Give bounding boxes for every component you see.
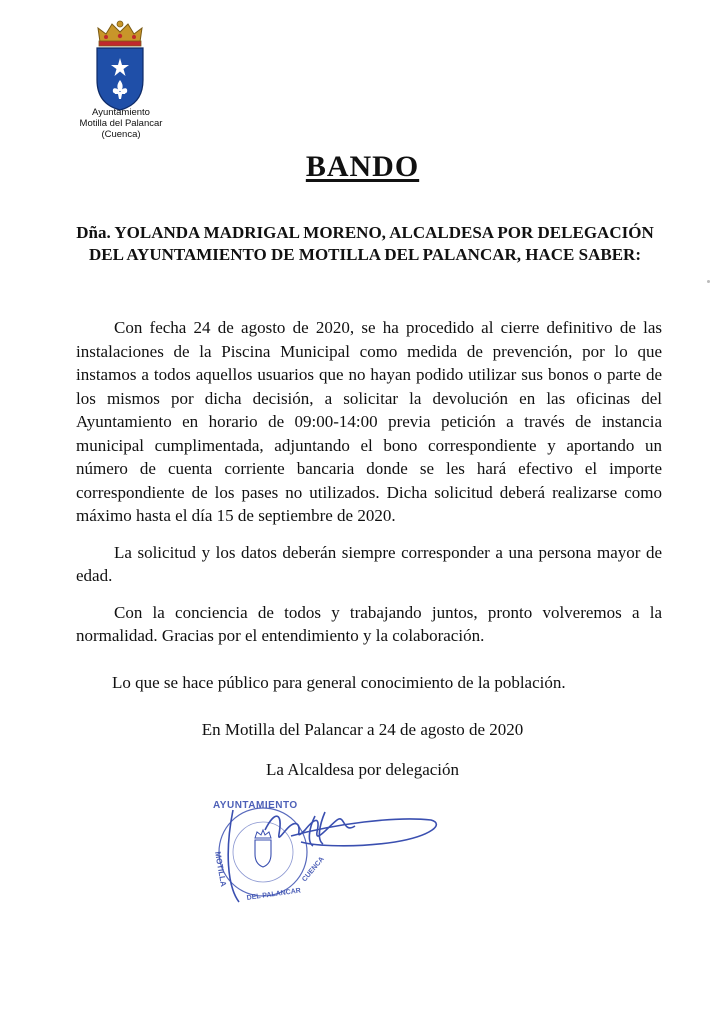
svg-text:MOTILLA: MOTILLA xyxy=(213,850,229,888)
heading-line-1: Dña. YOLANDA MADRIGAL MORENO, ALCALDESA POR DELEGACIÓN xyxy=(76,223,654,242)
scan-speck xyxy=(707,280,710,283)
body-paragraph-2: La solicitud y los datos deberán siempre corresponder a una persona mayor de edad. xyxy=(76,542,662,585)
svg-text:AYUNTAMIENTO: AYUNTAMIENTO xyxy=(213,800,298,811)
signatory-title: La Alcaldesa por delegación xyxy=(265,760,460,779)
document-title: BANDO xyxy=(305,150,420,183)
caption-line-3: (Cuenca) xyxy=(101,129,141,140)
caption-line-2: Motilla del Palancar xyxy=(79,118,163,129)
caption-line-1: Ayuntamiento xyxy=(92,107,150,118)
body-paragraph-1: Con fecha 24 de agosto de 2020, se ha procedido al cierre definitivo de las instalaciones de la Piscina Municipal como medida de prevención, por lo que instamos a todos aquellos usuarios que no hayan podido utilizar sus bonos o parte de los mismos por dicha decisión, a solicitar la devolución en las oficinas del Ayuntamiento en horario de 09:00-14:00 previa petición a través de instancia municipal cumplimentada, adjuntando el bono correspondiente y aportando un número de cuenta corriente bancaria donde se les hará efectivo el importe correspondiente de los pases no utilizados. Dicha solicitud deberá realizarse como máximo hasta el día 15 de septiembre de 2020. xyxy=(76,318,662,525)
stamp-and-signature-icon xyxy=(205,790,445,910)
body-paragraph-3: Con la conciencia de todos y trabajando juntos, pronto volveremos a la normalidad. Gracias por el entendimiento y la colaboración. xyxy=(76,602,662,645)
closing-statement: Lo que se hace público para general conocimiento de la población. xyxy=(112,673,566,692)
svg-text:DEL PALANCAR: DEL PALANCAR xyxy=(246,887,302,902)
heading-line-2: DEL AYUNTAMIENTO DE MOTILLA DEL PALANCAR, HACE SABER: xyxy=(89,245,641,264)
svg-text:CUENCA: CUENCA xyxy=(301,855,326,884)
document-heading xyxy=(40,222,690,266)
coat-of-arms-icon xyxy=(92,20,148,112)
place-and-date: En Motilla del Palancar a 24 de agosto de 2020 xyxy=(201,720,524,739)
municipality-caption xyxy=(60,107,182,140)
document-body xyxy=(76,316,662,661)
